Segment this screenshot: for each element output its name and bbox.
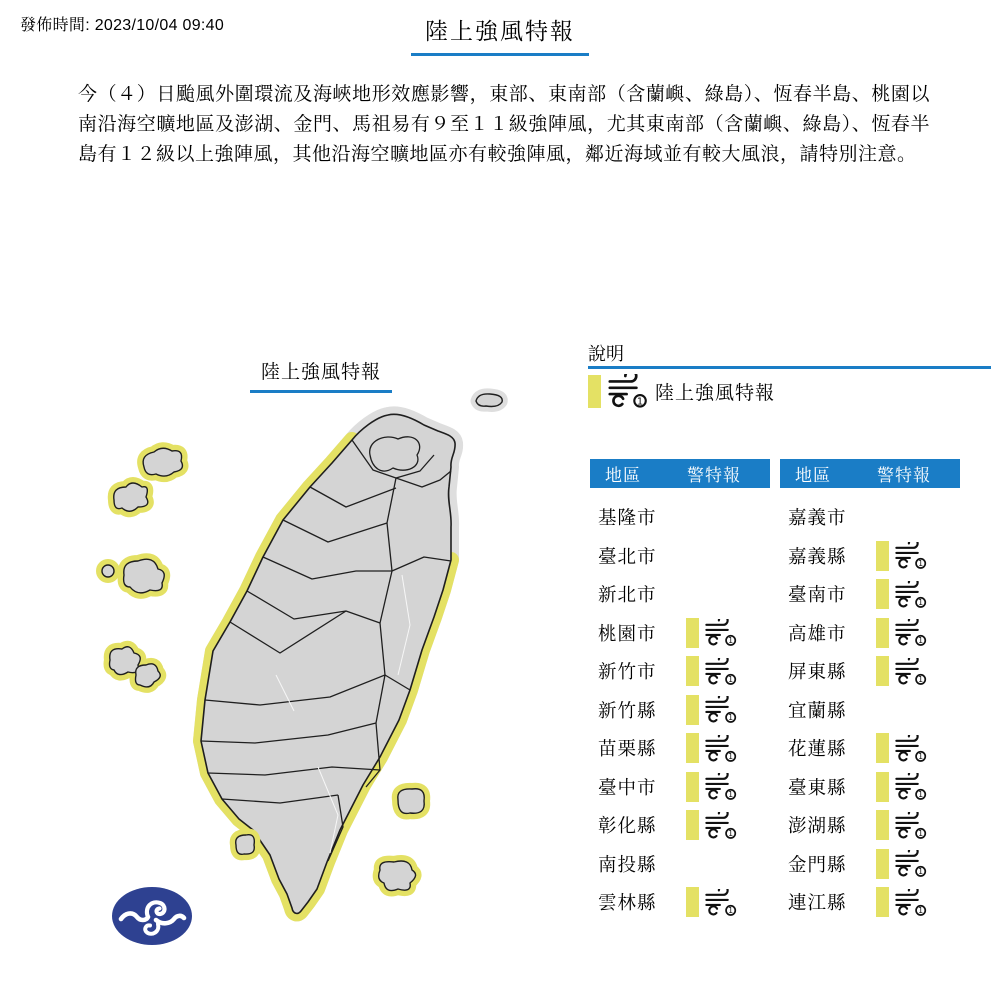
region-name: 嘉義縣 [788, 545, 847, 567]
legend-title: 說明 [588, 344, 624, 364]
wind-gust-icon [894, 735, 928, 762]
region-name: 嘉義市 [788, 507, 847, 529]
warning-table-east [780, 459, 960, 922]
table-row [780, 575, 960, 614]
wind-gust-icon [704, 735, 738, 762]
table-header [780, 459, 960, 488]
table-row [590, 652, 770, 691]
region-name: 新竹市 [598, 661, 657, 683]
warning-cell [686, 656, 738, 686]
warning-color-swatch [876, 579, 889, 609]
warning-cell [876, 618, 928, 648]
warning-cell [876, 733, 928, 763]
region-name: 高雄市 [788, 622, 847, 644]
table-row [780, 614, 960, 653]
region-name: 新北市 [598, 584, 657, 606]
column-header-region: 地區 [605, 466, 641, 485]
region-name: 臺南市 [788, 584, 847, 606]
page-title: 陸上強風特報 [411, 13, 589, 56]
wind-gust-icon [704, 812, 738, 839]
warning-color-swatch [686, 656, 699, 686]
region-name: 臺中市 [598, 776, 657, 798]
warning-description: 今（４）日颱風外圍環流及海峽地形效應影響，東部、東南部（含蘭嶼、綠島）、恆春半島、桃園以南沿海空曠地區及澎湖、金門、馬祖易有９至１１級強陣風，尤其東南部（含蘭嶼、綠島）、恆春半島有１２級以上強陣風，其他沿海空曠地區亦有較強陣風，鄰近海域並有較大風浪，請特別注意。 [78, 84, 930, 165]
legend-item-strong-wind [588, 374, 775, 408]
warning-cell [876, 579, 928, 609]
region-name: 澎湖縣 [788, 815, 847, 837]
warning-color-swatch [588, 375, 601, 408]
warning-cell [686, 733, 738, 763]
table-row [590, 729, 770, 768]
warning-color-swatch [686, 695, 699, 725]
warning-color-swatch [876, 618, 889, 648]
wind-gust-icon [704, 619, 738, 646]
region-name: 金門縣 [788, 853, 847, 875]
table-row [590, 845, 770, 884]
wind-gust-icon [894, 542, 928, 569]
warning-cell [876, 541, 928, 571]
region-name: 花蓮縣 [788, 738, 847, 760]
warning-color-swatch [876, 656, 889, 686]
legend-item-label: 陸上強風特報 [655, 382, 776, 404]
column-header-warning: 警特報 [877, 466, 931, 485]
table-row [590, 575, 770, 614]
cwb-logo-icon [112, 887, 192, 945]
warning-cell [686, 772, 738, 802]
wind-gust-icon [894, 773, 928, 800]
warning-color-swatch [876, 887, 889, 917]
wind-gust-icon [894, 812, 928, 839]
warning-color-swatch [876, 772, 889, 802]
wind-gust-icon [704, 773, 738, 800]
wind-gust-icon [607, 374, 649, 408]
table-row [780, 845, 960, 884]
publish-time: 發佈時間: 2023/10/04 09:40 [20, 17, 225, 34]
region-name: 連江縣 [788, 892, 847, 914]
warning-cell [686, 618, 738, 648]
wind-gust-icon [894, 850, 928, 877]
warning-table-west [590, 459, 770, 922]
table-row [590, 498, 770, 537]
region-name: 宜蘭縣 [788, 699, 847, 721]
warning-cell [876, 772, 928, 802]
wind-gust-icon [704, 658, 738, 685]
region-name: 臺北市 [598, 545, 657, 567]
table-row [780, 652, 960, 691]
offshore-island-northeast [476, 394, 502, 407]
region-name: 彰化縣 [598, 815, 657, 837]
warning-color-swatch [686, 733, 699, 763]
warning-cell [876, 810, 928, 840]
wind-gust-icon [894, 889, 928, 916]
warning-color-swatch [876, 849, 889, 879]
map-title: 陸上強風特報 [250, 357, 392, 393]
warning-cell [876, 656, 928, 686]
warning-color-swatch [686, 810, 699, 840]
table-row [780, 806, 960, 845]
table-row [780, 768, 960, 807]
region-name: 雲林縣 [598, 892, 657, 914]
table-row [590, 768, 770, 807]
warning-color-swatch [876, 733, 889, 763]
wind-gust-icon [704, 889, 738, 916]
table-row [780, 883, 960, 922]
table-row [590, 883, 770, 922]
wind-gust-icon [894, 658, 928, 685]
warning-cell [686, 810, 738, 840]
taiwan-warning-map [80, 375, 530, 945]
warning-cell [876, 887, 928, 917]
column-header-warning: 警特報 [687, 466, 741, 485]
region-name: 桃園市 [598, 622, 657, 644]
table-row [780, 691, 960, 730]
wind-gust-icon [894, 581, 928, 608]
region-name: 南投縣 [598, 853, 657, 875]
region-name: 屏東縣 [788, 661, 847, 683]
table-row [780, 498, 960, 537]
table-row [780, 537, 960, 576]
warning-cell [686, 887, 738, 917]
wind-gust-icon [894, 619, 928, 646]
warning-cell [876, 849, 928, 879]
column-header-region: 地區 [795, 466, 831, 485]
region-name: 基隆市 [598, 507, 657, 529]
table-row [590, 691, 770, 730]
region-name: 苗栗縣 [598, 738, 657, 760]
table-row [590, 806, 770, 845]
table-header [590, 459, 770, 488]
warning-cell [686, 695, 738, 725]
region-name: 新竹縣 [598, 699, 657, 721]
warning-color-swatch [876, 541, 889, 571]
warning-color-swatch [686, 772, 699, 802]
warning-color-swatch [876, 810, 889, 840]
table-row [590, 614, 770, 653]
region-name: 臺東縣 [788, 776, 847, 798]
warning-color-swatch [686, 618, 699, 648]
table-row [780, 729, 960, 768]
warning-color-swatch [686, 887, 699, 917]
table-row [590, 537, 770, 576]
legend-divider [588, 366, 991, 369]
wind-gust-icon [704, 696, 738, 723]
